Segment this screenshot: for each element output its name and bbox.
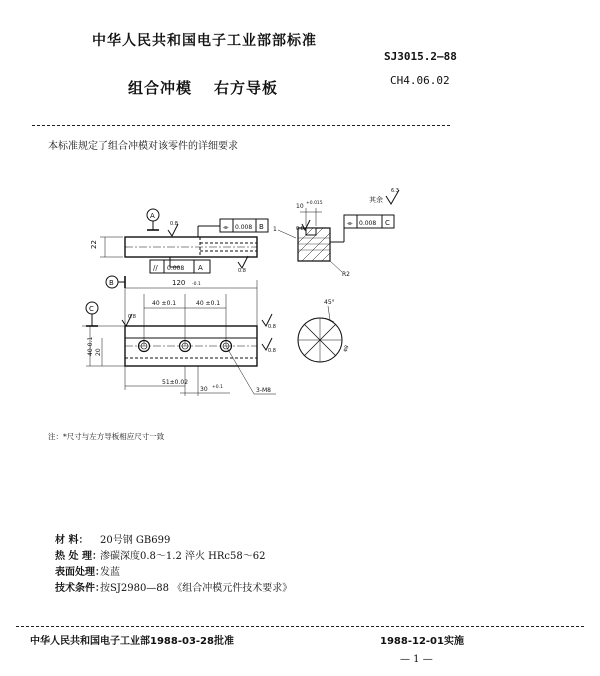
parallel-ref: A — [198, 264, 203, 272]
front-view — [82, 276, 276, 396]
top-view — [90, 237, 257, 257]
diameter-label: φ8 — [342, 344, 351, 353]
spec-value: 渗碳深度0.8～1.2 淬火 HRc58～62 — [100, 551, 266, 562]
spec-material — [55, 531, 170, 546]
roughness-mark — [168, 221, 178, 236]
intro-text: 本标准规定了组合冲模对该零件的详细要求 — [48, 141, 238, 152]
dim-pitch-right: 40 ±0.1 — [196, 300, 221, 307]
spec-technical-conditions — [55, 579, 292, 594]
dim-length: 120 — [172, 279, 186, 287]
flatness-value: 0.008 — [235, 224, 253, 231]
flatness-ref: B — [259, 223, 264, 231]
dim-bottom-mid: 30 — [200, 386, 208, 393]
detail-circle-view — [298, 299, 350, 362]
datum-a-label: A — [150, 212, 155, 220]
spec-label: 材 料： — [55, 535, 89, 546]
slot-width: 10 — [296, 203, 304, 210]
angle-label: 45° — [324, 299, 335, 306]
dim-length-tol: -0.1 — [192, 282, 201, 287]
spec-value: 发蓝 — [100, 567, 120, 578]
dim-bottom-mid-tol: +0.1 — [212, 385, 223, 390]
hole-note: 3-M8 — [256, 387, 271, 394]
parallel-value: 0.008 — [167, 265, 185, 272]
datum-c-label: C — [89, 305, 94, 313]
standard-code: SJ3015.2—88 — [384, 50, 457, 63]
spec-heat-treatment — [55, 547, 265, 562]
roughness-value: 0.8 — [128, 314, 136, 320]
dim-height: 22 — [90, 240, 98, 249]
roughness-value: 0.8 — [268, 348, 276, 354]
drawing-note: 注：*尺寸与左方导板相应尺寸一致 — [48, 432, 165, 441]
chamfer-label: 1 — [273, 226, 277, 233]
approval-line: 中华人民共和国电子工业部1988-03-28批准 — [30, 636, 234, 647]
roughness-value: 0.8 — [238, 268, 246, 274]
parallel-tolerance-frame — [150, 257, 210, 273]
datum-b-label: B — [109, 279, 114, 287]
roughness-rest-symbol — [369, 188, 399, 204]
spec-label: 热 处 理： — [55, 551, 102, 562]
page-number: — 1 — — [400, 654, 433, 665]
bottom-divider — [16, 626, 584, 627]
top-divider — [32, 125, 450, 126]
dim-width: 40-0.1 — [87, 336, 94, 356]
page-title — [128, 77, 278, 98]
parallel-symbol: // — [153, 264, 158, 272]
roughness-rest-label: 其余 — [369, 196, 383, 204]
issuing-organization: 中华人民共和国电子工业部部标准 — [92, 33, 317, 49]
side-tol-ref: C — [385, 219, 390, 227]
spec-value: 20号钢 GB699 — [100, 535, 171, 546]
side-section-view — [273, 200, 394, 278]
roughness-value: 0.8 — [296, 226, 304, 232]
radius-label: R2 — [342, 271, 350, 278]
spec-value: 按SJ2980—88 《组合冲模元件技术要求》 — [100, 583, 293, 594]
title-main: 组合冲模 — [128, 79, 193, 97]
roughness-mark — [238, 256, 248, 274]
roughness-value: 0.8 — [170, 221, 178, 227]
title-sub: 右方导板 — [214, 79, 279, 97]
spec-label: 表面处理： — [55, 567, 105, 578]
roughness-rest-value: 6.3 — [391, 188, 399, 194]
technical-drawing — [30, 168, 450, 418]
flatness-symbol: ⌯ — [223, 223, 229, 231]
side-tol-value: 0.008 — [359, 220, 377, 227]
datum-a — [147, 209, 159, 230]
part-code: CH4.06.02 — [390, 74, 450, 87]
spec-label: 技术条件： — [55, 583, 105, 594]
spec-surface-treatment — [55, 563, 120, 578]
roughness-value: 0.8 — [268, 324, 276, 330]
implementation-date: 1988-12-01实施 — [380, 636, 464, 647]
flatness-tolerance-frame — [198, 219, 268, 237]
dim-pitch-left: 40 ±0.1 — [152, 300, 177, 307]
dim-small: 20 — [95, 348, 102, 356]
side-tol-symbol: ⌯ — [347, 219, 353, 227]
slot-tolerance: +0.015 — [306, 201, 323, 206]
dim-bottom-left: 51±0.02 — [162, 379, 189, 386]
